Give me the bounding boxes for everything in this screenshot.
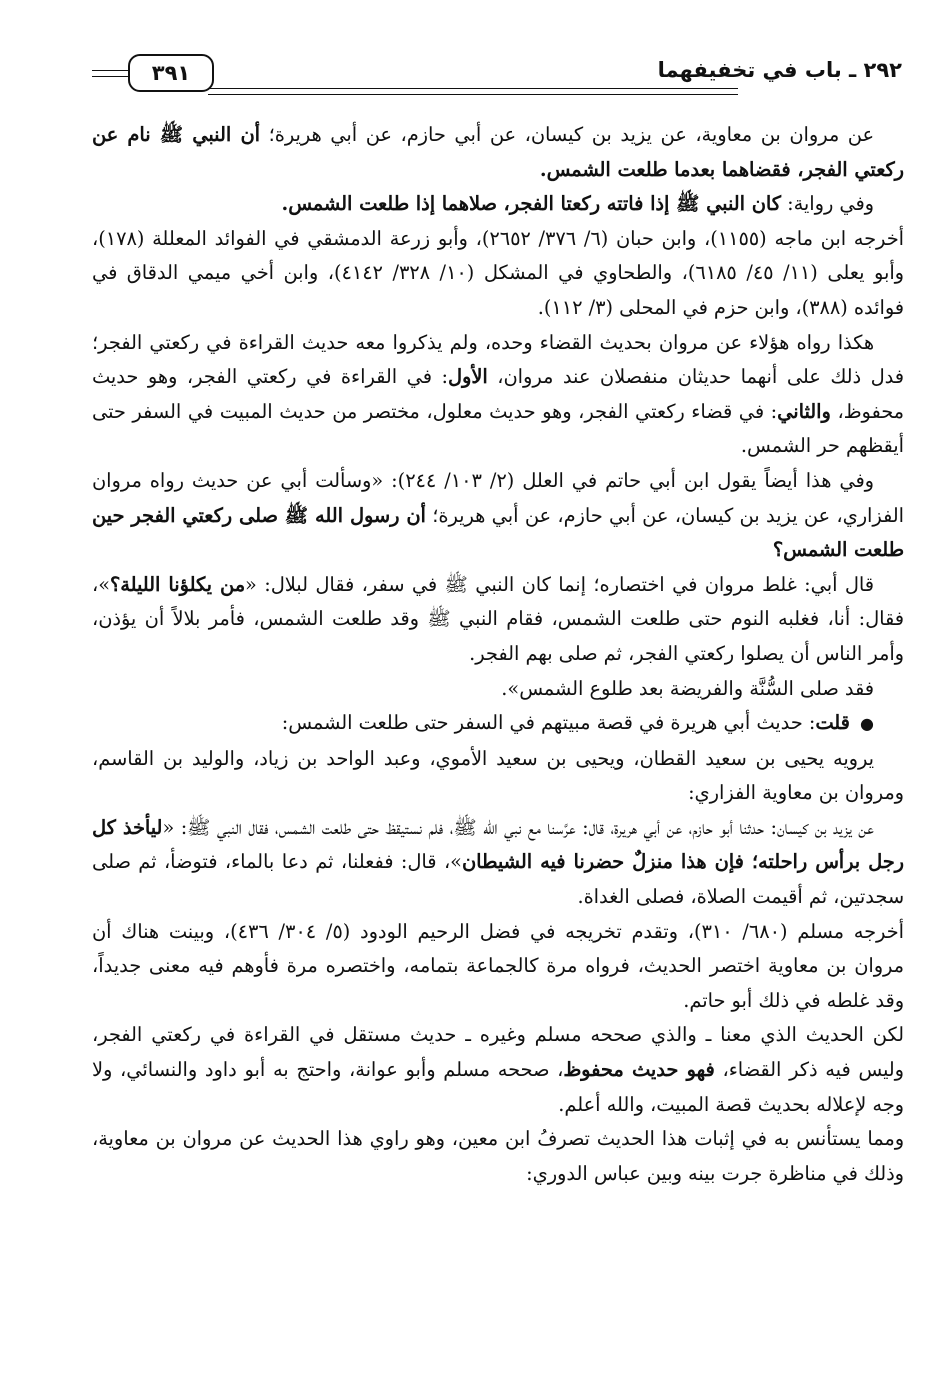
page-number: ٣٩١ <box>128 54 214 92</box>
text-run: عن يزيد بن كيسان: حدثنا أبو حازم، عن أبي هريرة، قال: عرَّسنا مع نبي الله ﷺ، فلم نستيقظ حتى طلعت الشمس، فقال النبي ﷺ: « <box>162 815 874 839</box>
paragraph <box>92 1122 904 1191</box>
text-run: : حديث أبي هريرة في قصة مبيتهم في السفر حتى طلعت الشمس: <box>281 711 816 735</box>
text-run: يرويه يحيى بن سعيد القطان، ويحيى بن سعيد الأموي، وعبد الواحد بن زياد، والوليد بن القاسم، ومروان بن معاوية الفزاري: <box>92 746 904 805</box>
body-text <box>92 118 904 1191</box>
bold-text: أن النبي ﷺ نام عن ركعتي الفجر، فقضاهما بعدما طلعت الشمس. <box>92 123 904 181</box>
bold-text: ليأخذ كل رجل برأس راحلته؛ فإن هذا منزلٌ حضرنا فيه الشيطان <box>92 815 904 874</box>
page-header <box>92 52 902 96</box>
header-rule-left <box>92 70 128 77</box>
text-run: وفي رواية: <box>780 192 874 216</box>
bold-text: كان النبي ﷺ إذا فاتته ركعتا الفجر، صلاهما إذا طلعت الشمس. <box>281 192 781 216</box>
paragraph <box>92 1018 904 1122</box>
text-run: »، قال: ففعلنا، ثم دعا بالماء، فتوضأ، ثم صلى سجدتين، ثم أقيمت الصلاة، فصلى الغداة. <box>92 850 904 909</box>
paragraph <box>92 672 904 707</box>
bullet-icon: ● <box>860 714 874 734</box>
paragraph <box>92 568 904 672</box>
text-run: أخرجه ابن ماجه (١١٥٥)، وابن حبان (٦/ ٣٧٦/ ٢٦٥٢)، وأبو زرعة الدمشقي في الفوائد المعللة (١٧٨)، وأبو يعلى (١١/ ٤٥/ ٦١٨٥)، والطحاوي في المشكل (١٠/ ٣٢٨/ ٤١٤٢)، وابن أخي ميمي الدقاق في فوائده (٣٨٨)، وابن حزم في المحلى (٣/ ١١٢). <box>92 226 904 319</box>
bold-text: أن رسول الله ﷺ صلى ركعتي الفجر حين طلعت الشمس؟ <box>92 503 904 562</box>
paragraph <box>92 326 904 464</box>
text-run: : في قضاء ركعتي الفجر، وهو حديث معلول، مختصر من حديث المبيت في السفر حتى أيقظهم حر الشمس. <box>92 399 904 458</box>
text-run: وفي هذا أيضاً يقول ابن أبي حاتم في العلل (٢/ ١٠٣/ ٢٤٤): «وسألت أبي عن حديث رواه مروان الفزاري، عن يزيد بن كيسان، عن أبي حازم، عن أبي هريرة؛ <box>92 468 904 527</box>
text-run: أخرجه مسلم (٦٨٠/ ٣١٠)، وتقدم تخريجه في فضل الرحيم الودود (٥/ ٣٠٤/ ٤٣٦)، وبينت هناك أن مروان بن معاوية اختصر الحديث، فرواه مرة كالجماعة بتمامه، واختصره مرة فأوهم فيه معنى جديداً، وقد غلطه في ذلك أبو حاتم. <box>92 919 904 1012</box>
paragraph <box>92 742 904 811</box>
text-run: لكن الحديث الذي معنا ـ والذي صححه مسلم وغيره ـ حديث مستقل في القراءة في ركعتي الفجر، وليس فيه ذكر القضاء، <box>92 1023 904 1082</box>
text-run: »، فقال: أنا، فغلبه النوم حتى طلعت الشمس، فقام النبي ﷺ وقد طلعت الشمس، فأمر بلالاً أن يؤذن، وأمر الناس أن يصلوا ركعتي الفجر، ثم صلى بهم الفجر. <box>92 572 904 665</box>
text-run: : في القراءة في ركعتي الفجر، وهو حديث محفوظ، <box>92 365 905 423</box>
text-run <box>850 711 856 734</box>
bold-text: الأول <box>448 365 488 389</box>
bold-text: فهو حديث محفوظ <box>563 1058 715 1082</box>
text-run: هكذا رواه هؤلاء عن مروان بحديث القضاء وحده، ولم يذكروا معه حديث القراءة في ركعتي الفجر؛ فدل ذلك على أنهما حديثان منفصلان عند مروان، <box>92 330 904 389</box>
text-run: فقد صلى السُّنَّة والفريضة بعد طلوع الشمس». <box>501 676 874 700</box>
paragraph <box>92 811 904 915</box>
text-run: عن مروان بن معاوية، عن يزيد بن كيسان، عن أبي حازم، عن أبي هريرة؛ <box>259 123 874 146</box>
paragraph <box>92 222 904 326</box>
bold-text: من يكلؤنا الليلة؟ <box>110 572 246 596</box>
header-rule <box>208 88 738 95</box>
bold-text: والثاني <box>777 399 831 423</box>
text-run: قال أبي: غلط مروان في اختصاره؛ إنما كان النبي ﷺ في سفر، فقال لبلال: « <box>245 572 874 596</box>
text-run: ومما يستأنس به في إثبات هذا الحديث تصرفُ ابن معين، وهو راوي هذا الحديث عن مروان بن معاوية، وذلك في مناظرة جرت بينه وبين عباس الدوري: <box>92 1127 904 1185</box>
paragraph <box>92 187 904 222</box>
chapter-title: ٢٩٢ ـ باب في تخفيفهما <box>657 58 902 82</box>
paragraph <box>92 915 904 1019</box>
paragraph <box>92 464 904 568</box>
bold-text: قلت <box>815 711 850 735</box>
paragraph <box>92 706 904 742</box>
text-run: ، صححه مسلم وأبو عوانة، واحتج به أبو داود والنسائي، ولا وجه لإعلاله بحديث قصة المبيت، والله أعلم. <box>92 1058 904 1116</box>
paragraph <box>92 118 904 187</box>
